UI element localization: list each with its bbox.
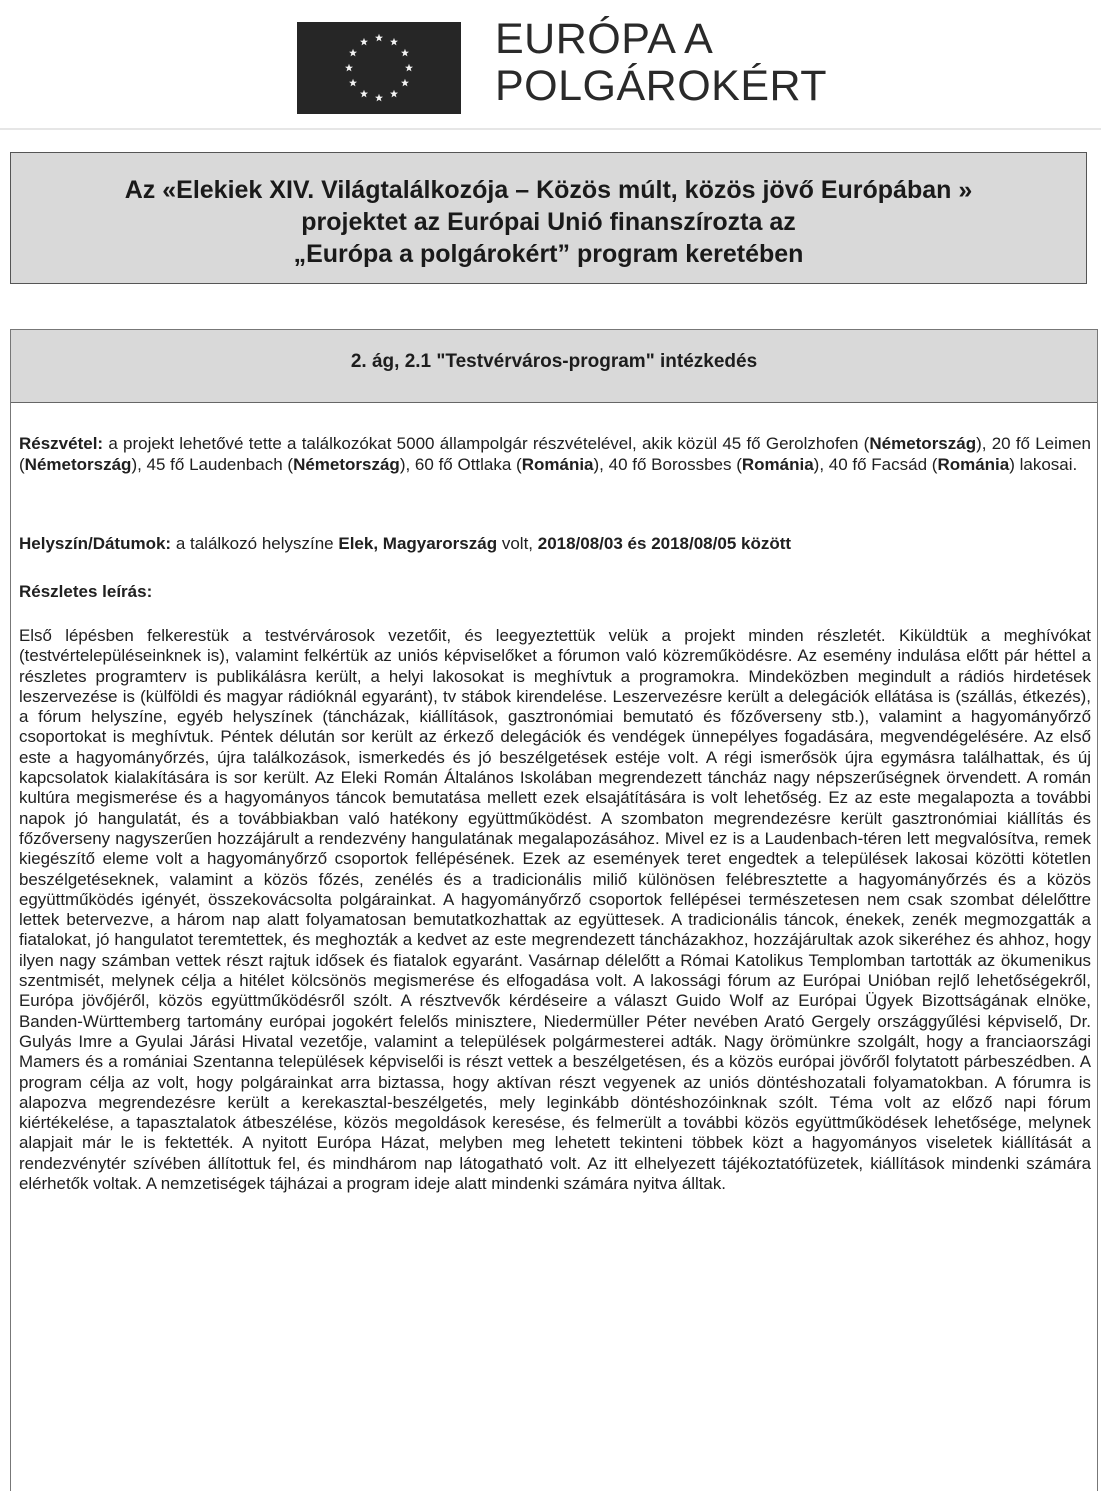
location-text: és (622, 534, 652, 553)
participation-label: Részvétel: (19, 434, 104, 453)
details-label-text: Részletes leírás: (19, 582, 153, 601)
country-name: Németország (293, 455, 400, 474)
details-label (19, 581, 1091, 602)
project-title-line-3: „Európa a polgárokért” program keretében (293, 240, 804, 268)
eu-flag-stars-icon (297, 22, 461, 114)
location-paragraph (19, 533, 1091, 554)
participation-paragraph (19, 433, 1091, 475)
location-label: Helyszín/Dátumok: (19, 534, 172, 553)
country-name: Románia (937, 455, 1010, 474)
participation-text: ), 60 fő Ottlaka ( (399, 455, 522, 474)
location-text: volt, (497, 534, 538, 553)
participation-text: ), 40 fő Borossbes ( (593, 455, 742, 474)
section-header (11, 330, 1097, 403)
project-title-box (10, 152, 1087, 284)
eu-flag-logo (297, 22, 461, 114)
country-name: Németország (24, 455, 132, 474)
content-box (10, 329, 1098, 1491)
country-name: Románia (521, 455, 594, 474)
date-to: 2018/08/05 között (651, 534, 792, 553)
date-from: 2018/08/03 (537, 534, 623, 553)
participation-text: ) lakosai. (1009, 455, 1078, 474)
program-title-line-1: EURÓPA A (495, 15, 714, 63)
project-title-line-2: projektet az Európai Unió finanszírozta az (301, 208, 796, 236)
section-heading: 2. ág, 2.1 "Testvérváros-program" intézkedés (350, 351, 758, 372)
description-paragraph: Első lépésben felkerestük a testvérvárosok vezetőit, és leegyeztettük velük a projekt minden részletét. Kiküldtük a meghívókat (testvértelepüléseinknek is), valamint felkértük az uniós képviselőket a fórumon való közreműködésre. Az esemény indulása előtt pár héttel a részletes programterv is publikálásra került, a helyi lakosokat is meghívtuk a programokra. Mindeközben megindult a rádiós hirdetések leszervezése is (külföldi és magyar rádióknál egyaránt), tv stábok kirendelése. Leszervezésre került a delegációk ellátása is (szállás, étkezés), a fórum helyszíne, egyéb helyszínek (táncházak, kiállítások, gasztronómiai bemutató és főzőverseny stb.), valamint a hagyományőrző csoportokat is meghívtuk. Péntek délután sor került az érkező delegációk és vendégek ünnepélyes fogadására, megvendégelésére. Az első este a hagyományőrzés, újra találkozások, ismerkedés és jó beszélgetések estéje volt. A régi ismerősök újra egymásra találhattak, és új kapcsolatok kialakítására is sor került. Az Eleki Román Általános Iskolában megrendezett táncház nagy népszerűségnek örvendett. A román kultúra megismerése és a hagyományos táncok bemutatása mellett ezek elsajátítására is volt lehetőség. Ez az este megalapozta a további napok jó hangulatát, és a továbbiakban való hatékony együttműködést. A szombaton megrendezésre került gasztronómiai kiállítás és főzőverseny nagyszerűen hozzájárult a rendezvény hangulatának megalapozásához. Mivel ez is a Laudenbach-téren lett megvalósítva, remek kiegészítő eleme volt a hagyományőrző csoportok fellépésének. Ezek az események teret engedtek a települések lakosai közötti kötetlen beszélgetéseknek, valamint a közös főzés, zenélés és a tradicionális miliő különösen felébresztette a hagyományőrzés és a közös együttműködés igényét, összekovácsolta polgárainkat. A hagyományőrző csoportok fellépései természetesen nem csak szombat délelőttre lettek betervezve, a három nap alatt folyamatosan bemutatkozhattak az együttesek. A tradicionális táncok, énekek, zenék megmozgatták a fiatalokat, jó hangulatot teremtettek, és meghozták a kedvet az este megrendezett táncházakhoz, hozzájárultak azok sikeréhez és ahhoz, hogy ilyen nagy számban vettek részt rajtuk idősek és fiatalok egyaránt. Vasárnap délelőtt a Római Katolikus Templomban tartották az ökumenikus szentmisét, melynek célja a hitélet kölcsönös megismerése és elfogadása volt. A lakossági fórum az Európai Unióban rejlő lehetőségekről, Európa jövőjéről, közös együttműködésről szólt. A résztvevők kérdéseire a választ Guido Wolf az Európai Ügyek Bizottságának elnöke, Banden-Württemberg tartomány európai jogokért felelős minisztere, Niedermüller Péter nevében Arató Gergely országgyűlési képviselő, Dr. Gulyás Imre a Gyulai Járási Hivatal vezetője, valamint a települések polgármesterei adták. Nagy örömünkre szolgált, hogy a franciaországi Mamers és a romániai Szentanna települések képviselői is részt vettek a beszélgetésen, és a közös európai jövőről folytatott párbeszédben. A program célja az volt, hogy polgárainkat arra biztassa, hogy aktívan részt vegyenek az uniós döntéshozatali folyamatokban. A fórumra is alapozva megrendezésre került a kerekasztal-beszélgetés, mely leginkább döntéshozóinknak szólt. Téma volt az előző napi fórum kiértékelése, a tapasztalatok átbeszélése, közös megoldások keresése, és felmerült a további közös együttműködések lehetősége, melynek alapjait már le is fektették. A nyitott Európa Házat, melyben meg lehetett tekinteni többek közt a hagyományos viseletek kiállítását a rendezvénytér szívében állítottuk fel, és mindhárom nap látogatható volt. Az itt elhelyezett tájékoztatófüzetek, kiállítások mindenki számára elérhetők voltak. A nemzetiségek tájházai a program ideje alatt mindenki számára nyitva álltak. (19, 626, 1091, 1194)
location-place: Elek, Magyarország (338, 534, 498, 553)
participation-text: ), 20 fő Leimen ( (19, 434, 1091, 474)
participation-text: ), 40 fő Facsád ( (813, 455, 938, 474)
country-name: Németország (869, 434, 977, 453)
program-title (495, 16, 915, 110)
country-name: Románia (741, 455, 814, 474)
participation-text: ), 45 fő Laudenbach ( (131, 455, 294, 474)
header-divider (0, 128, 1101, 130)
program-title-line-2: POLGÁROKÉRT (495, 62, 828, 110)
page-header (0, 0, 1101, 130)
project-title-line-1: Az «Elekiek XIV. Világtalálkozója – Közös múlt, közös jövő Európában » (124, 176, 973, 204)
location-text: a találkozó helyszíne (171, 534, 339, 553)
participation-text: a projekt lehetővé tette a találkozókat 5000 állampolgár részvételével, akik közül 45 fő Gerolzhofen ( (103, 434, 870, 453)
